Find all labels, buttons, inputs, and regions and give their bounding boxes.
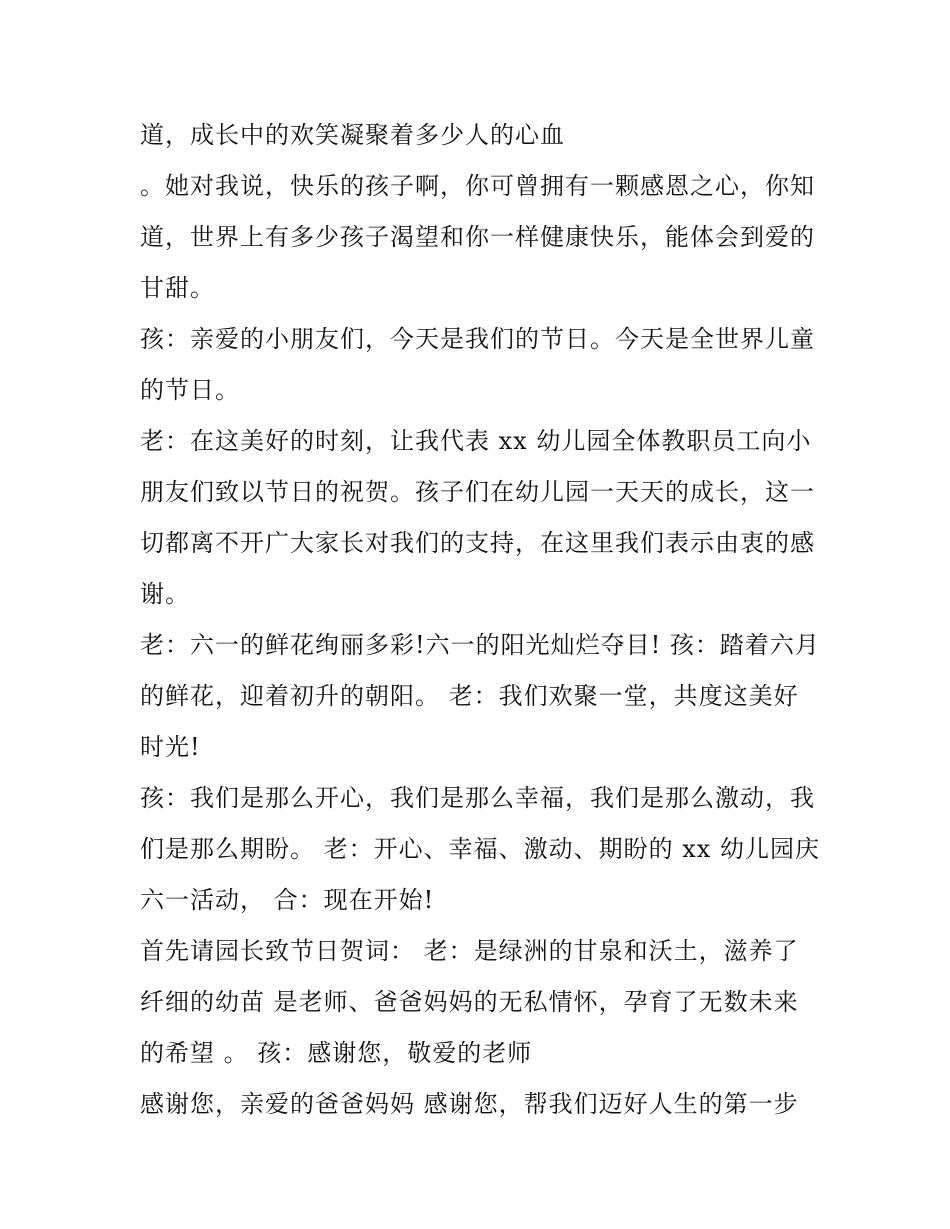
text-line: 老：六一的鲜花绚丽多彩!六一的阳光灿烂夺目! 孩：踏着六月 (140, 631, 820, 659)
text-line: 的鲜花，迎着初升的朝阳。 老：我们欢聚一堂，共度这美好 (140, 682, 799, 710)
text-line: 老：在这美好的时刻，让我代表 xx 幼儿园全体教职员工向小 (140, 427, 812, 455)
text-line: 甘甜。 (140, 274, 215, 302)
text-line: 时光! (140, 733, 201, 761)
text-line: 孩：我们是那么开心，我们是那么幸福，我们是那么激动，我 (140, 784, 815, 812)
text-line: 感谢您，亲爱的爸爸妈妈 感谢您，帮我们迈好人生的第一步 (140, 1090, 799, 1118)
text-line: 道，成长中的欢笑凝聚着多少人的心血 (140, 121, 565, 149)
text-line: 的节日。 (140, 376, 240, 404)
text-line: 道，世界上有多少孩子渴望和你一样健康快乐，能体会到爱的 (140, 223, 815, 251)
text-line: 们是那么期盼。 老：开心、幸福、激动、期盼的 xx 幼儿园庆 (140, 835, 820, 863)
text-line: 朋友们致以节日的祝贺。孩子们在幼儿园一天天的成长，这一 (140, 478, 815, 506)
text-line: 。她对我说，快乐的孩子啊，你可曾拥有一颗感恩之心，你知 (140, 172, 815, 200)
text-line: 六一活动， 合：现在开始! (140, 886, 435, 914)
text-line: 的希望 。 孩：感谢您，敬爱的老师 (140, 1039, 533, 1067)
text-line: 孩：亲爱的小朋友们，今天是我们的节日。今天是全世界儿童 (140, 325, 815, 353)
text-line: 首先请园长致节日贺词： 老：是绿洲的甘泉和沃土，滋养了 (140, 937, 799, 965)
text-line: 纤细的幼苗 是老师、爸爸妈妈的无私情怀，孕育了无数未来 (140, 988, 799, 1016)
document-body (140, 110, 820, 1130)
text-line: 谢。 (140, 580, 190, 608)
text-line: 切都离不开广大家长对我们的支持，在这里我们表示由衷的感 (140, 529, 815, 557)
